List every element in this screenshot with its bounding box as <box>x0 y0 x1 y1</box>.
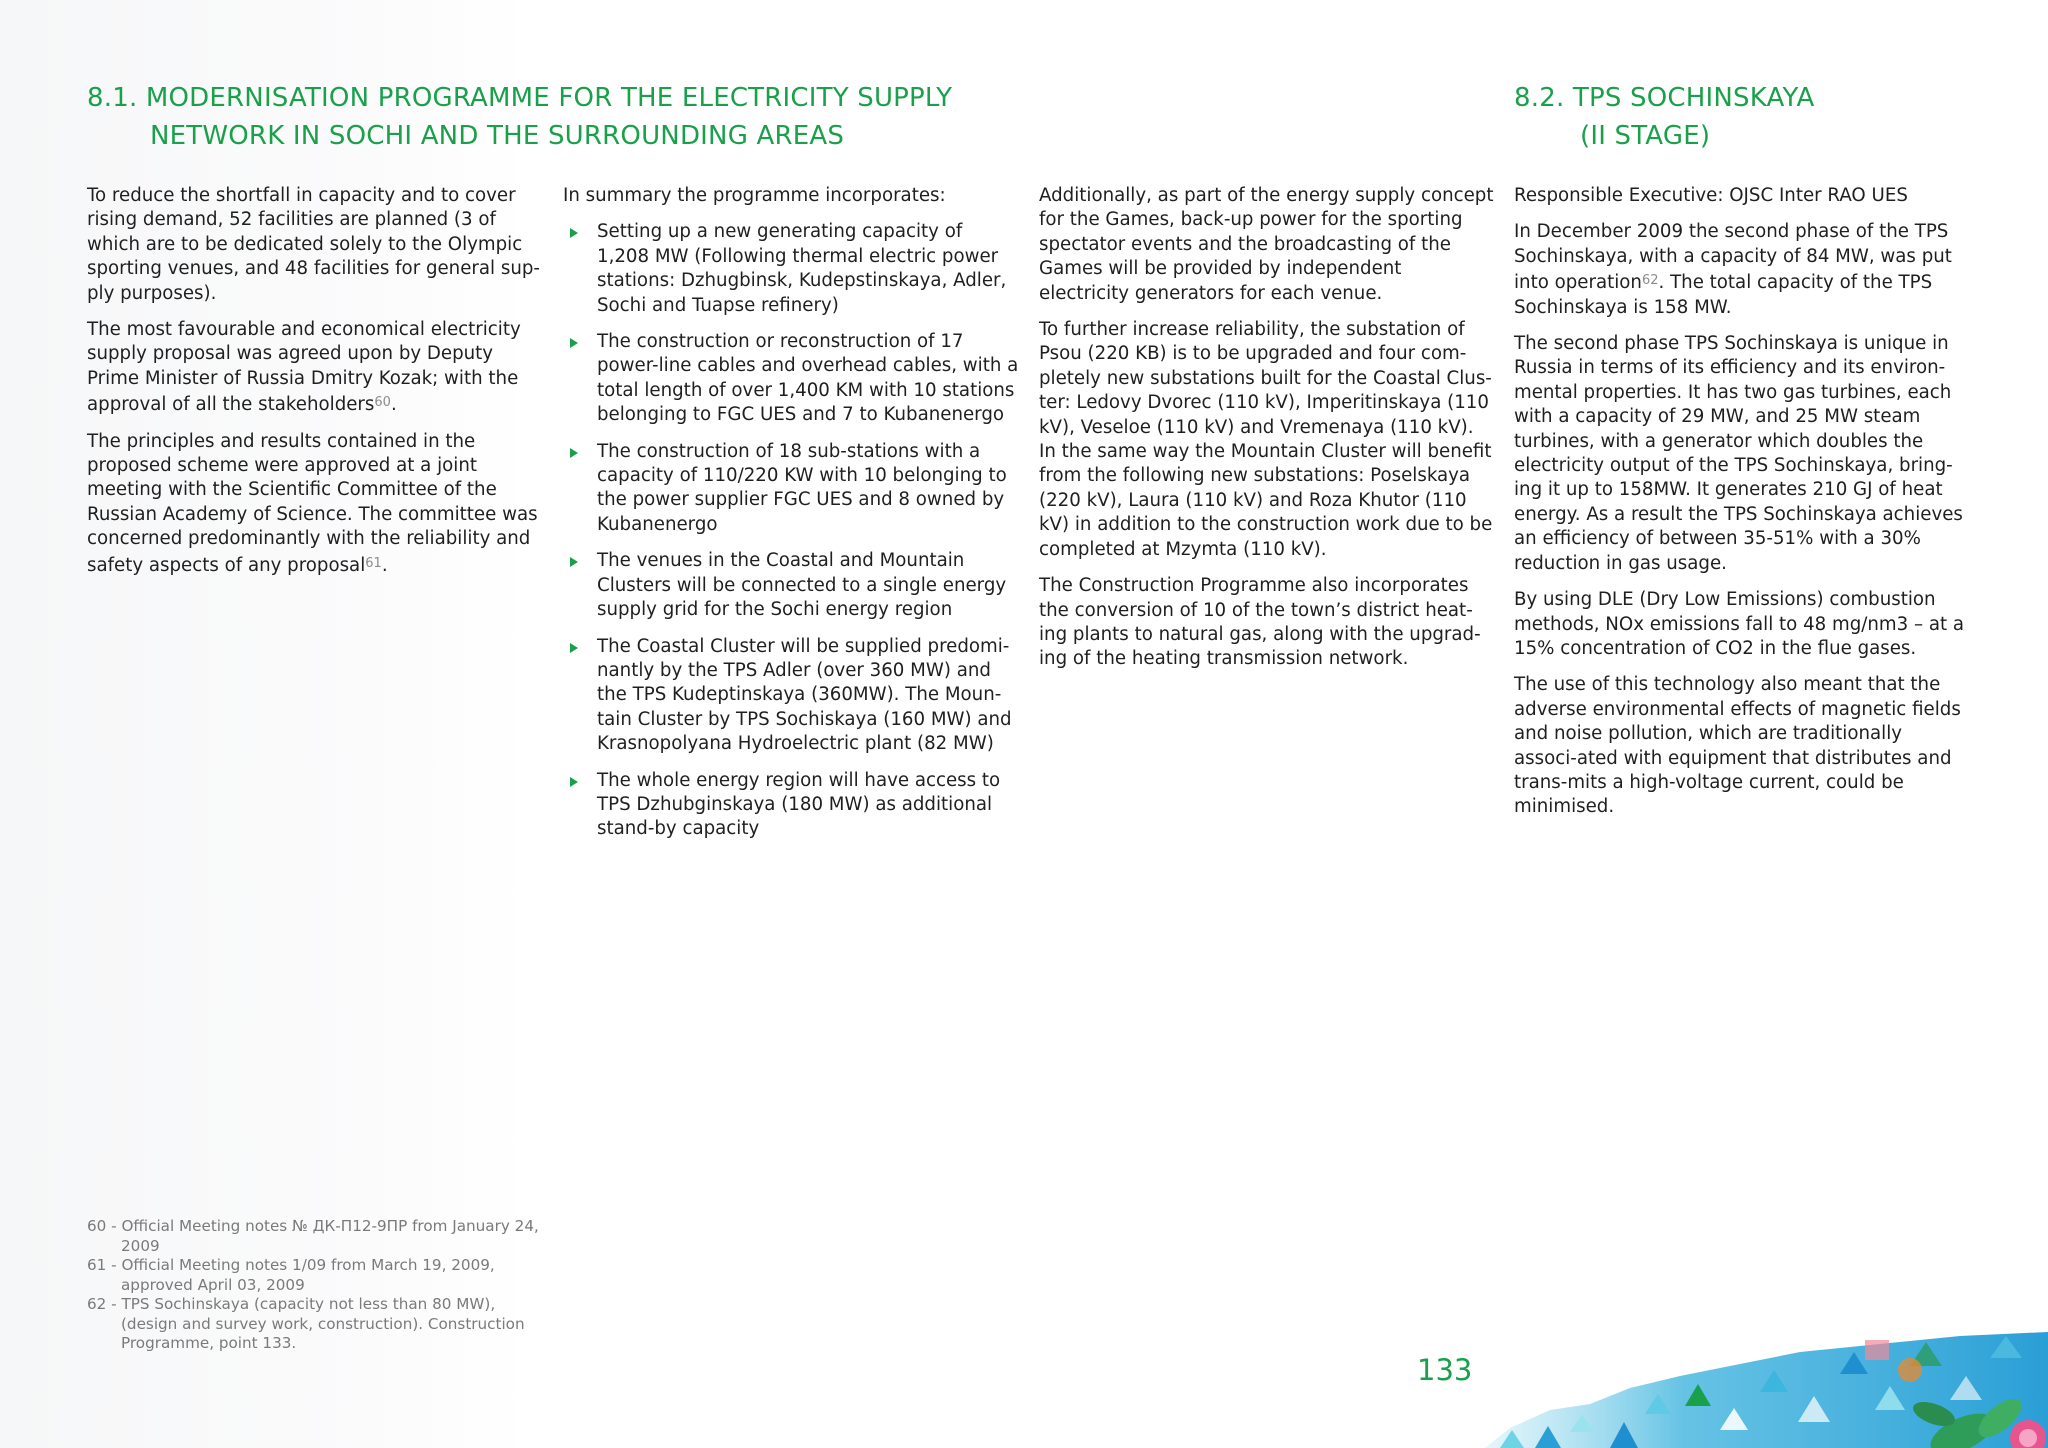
paragraph: Additionally, as part of the energy supply concept for the Games, back-up power for the sporting spectator events and the broadcasting of the Games will be provided by independent electricity generators for each venue. <box>1039 185 1494 304</box>
list-item-text: The construction of 18 sub-stations with a capacity of 110/220 KW with 10 belonging to the power supplier FGC UES and 8 owned by Kubanenergo <box>597 440 1007 535</box>
paragraph: The Construction Programme also incorporates the conversion of 10 of the town’s district heat-ing plants to natural gas, along with the upgrad-ing of the heating transmission network. <box>1039 575 1481 670</box>
triangle-bullet-icon <box>570 777 578 787</box>
triangle-bullet-icon <box>570 557 578 567</box>
paragraph: The second phase TPS Sochinskaya is unique in Russia in terms of its efficiency and its environ-mental properties. It has two gas turbines, each with a capacity of 29 MW, and 25 MW steam turbines, with a generator which doubles the electricity output of the TPS Sochinskaya, bring-ing it up to 158MW. It generates 210 GJ of heat energy. As a result the TPS Sochinskaya achieves an efficiency of between 35-51% with a 30% reduction in gas usage. <box>1514 333 1963 574</box>
heading-line: (II STAGE) <box>1580 121 1711 151</box>
paragraph-text: The most favourable and economical electricity supply proposal was agreed upon by Deputy Prime Minister of Russia Dmitry Kozak; with the approval of all the stakeholders <box>87 319 521 416</box>
bullet-list <box>563 220 1020 841</box>
heading-line: NETWORK IN SOCHI AND THE SURROUNDING AREAS <box>150 121 845 151</box>
paragraph: By using DLE (Dry Low Emissions) combustion methods, NOx emissions fall to 48 mg/nm3 – at a 15% concentration of CO2 in the flue gases. <box>1514 589 1965 659</box>
paragraph: In summary the programme incorporates: <box>563 185 946 206</box>
list-item-text: The Coastal Cluster will be supplied predomi-nantly by the TPS Adler (over 360 MW) and the TPS Kudeptinskaya (360MW). The Moun-tain Cluster by TPS Sochiskaya (160 MW) and Krasnopolyana Hydroelectric plant (82 MW) <box>597 635 1012 755</box>
triangle-bullet-icon <box>570 228 578 238</box>
column-2 <box>563 184 1020 854</box>
decorative-pattern <box>1480 1330 2048 1448</box>
paragraph-text: . <box>381 554 388 576</box>
paragraph <box>1514 220 1969 320</box>
paragraph-text: . The total capacity of the TPS Sochinskaya is 158 MW. <box>1514 272 1933 318</box>
list-item-text: Setting up a new generating capacity of 1,208 MW (Following thermal electric power stations: Dzhugbinsk, Kudepstinskaya, Adler, Sochi and Tuapse refinery) <box>597 221 1007 316</box>
section-heading-8-1 <box>87 79 952 155</box>
footnote-ref-60[interactable]: 60 <box>374 395 391 411</box>
list-item <box>563 220 1020 318</box>
list-item <box>563 330 1020 428</box>
paragraph: The use of this technology also meant that the adverse environmental effects of magnetic fields and noise pollution, which are traditionally associ-ated with equipment that distributes and trans-mits a high-voltage current, could be minimised. <box>1514 674 1961 818</box>
paragraph: To reduce the shortfall in capacity and to cover rising demand, 52 facilities are planned (3 of which are to be dedicated solely to the Olympic sporting venues, and 48 facilities for general sup-ply purposes). <box>87 185 540 304</box>
paragraph: Responsible Executive: OJSC Inter RAO UES <box>1514 185 1908 206</box>
section-heading-8-2 <box>1514 79 1815 155</box>
list-item <box>563 549 1020 622</box>
footnote-61: 61 - Official Meeting notes 1/09 from March 19, 2009, approved April 03, 2009 <box>87 1256 495 1294</box>
paragraph: To further increase reliability, the substation of Psou (220 KB) is to be upgraded and four com-pletely new substations built for the Coastal Clus-ter: Ledovy Dvorec (110 kV), Imperitinskaya (110 kV), Veseloe (110 kV) and Vremenaya (110 kV). In the same way the Mountain Cluster will benefit from the following new substations: Poselskaya (220 kV), Laura (110 kV) and Roza Khutor (110 kV) in addition to the construction work due to be completed at Mzymta (110 kV). <box>1039 319 1493 560</box>
paragraph-text: The principles and results contained in the proposed scheme were approved at a joint meeting with the Scientific Committee of the Russian Academy of Science. The committee was concerned predominantly with the reliability and safety aspects of any proposal <box>87 430 538 576</box>
paragraph <box>87 318 542 418</box>
paragraph-text: In December 2009 the second phase of the TPS Sochinskaya, with a capacity of 84 MW, was put into operation <box>1514 221 1952 294</box>
heading-line: 8.1. MODERNISATION PROGRAMME FOR THE ELECTRICITY SUPPLY <box>87 83 953 113</box>
paragraph-text: . <box>390 394 397 416</box>
list-item-text: The whole energy region will have access to TPS Dzhubginskaya (180 MW) as additional stand-by capacity <box>597 769 1001 840</box>
list-item-text: The venues in the Coastal and Mountain Clusters will be connected to a single energy supply grid for the Sochi energy region <box>597 550 1007 621</box>
triangle-bullet-icon <box>570 338 578 348</box>
list-item <box>563 635 1020 757</box>
heading-line: 8.2. TPS SOCHINSKAYA <box>1514 83 1815 113</box>
column-4 <box>1514 184 1969 832</box>
footnotes <box>87 1217 547 1354</box>
column-1 <box>87 184 542 590</box>
page-number: 133 <box>1417 1353 1473 1387</box>
triangle-bullet-icon <box>570 448 578 458</box>
list-item <box>563 769 1020 842</box>
column-3 <box>1039 184 1495 684</box>
footnote-ref-62[interactable]: 62 <box>1641 273 1659 289</box>
triangle-bullet-icon <box>570 643 578 653</box>
paragraph <box>87 430 542 578</box>
list-item <box>563 440 1020 538</box>
footnote-62: 62 - TPS Sochinskaya (capacity not less than 80 MW), (design and survey work, construction). Construction Programme, point 133. <box>87 1295 525 1352</box>
footnote-ref-61[interactable]: 61 <box>365 555 382 571</box>
footnote-60: 60 - Official Meeting notes № ДК-П12-9ПР from January 24, 2009 <box>87 1217 539 1255</box>
list-item-text: The construction or reconstruction of 17 power-line cables and overhead cables, with a total length of over 1,400 KM with 10 stations belonging to FGC UES and 7 to Kubanenergo <box>597 331 1019 426</box>
